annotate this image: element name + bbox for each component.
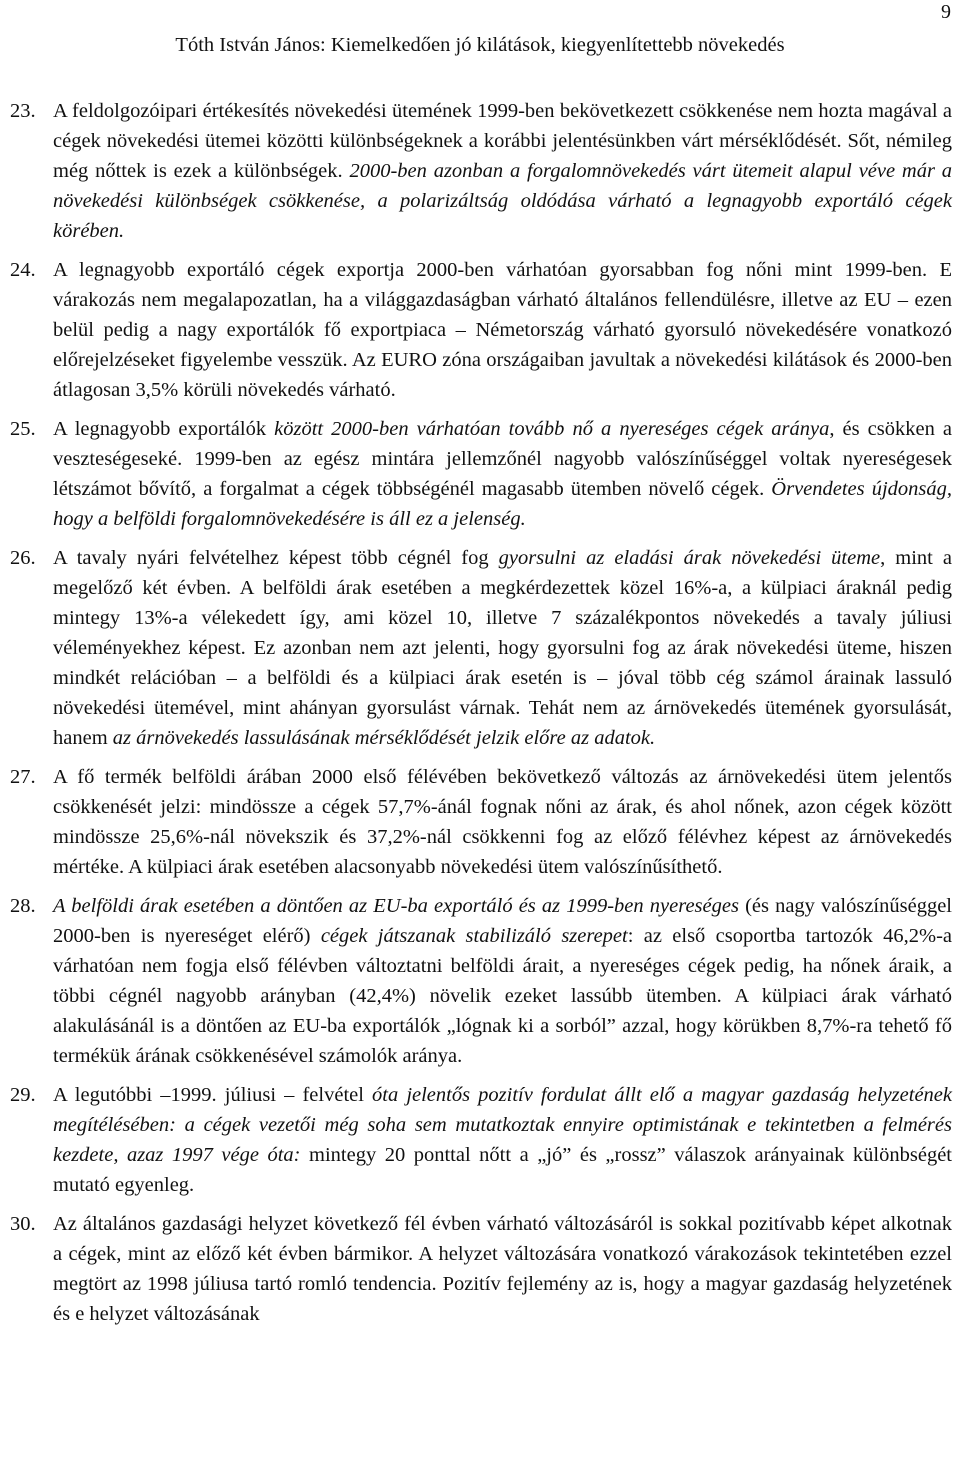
italic-text: A belföldi árak esetében a döntően az EU-ba exportáló és az 1999-ben nyereséges bbox=[53, 895, 739, 917]
italic-text: cégek játszanak stabilizáló szerepet bbox=[320, 925, 628, 947]
paragraph-number: 30. bbox=[10, 1213, 36, 1235]
text-run: : az első csoportba tartozók 46,2%-a várhatóan nem fogja első félévben változtatni belföldi árait, a nyereséges cégek pedig, ha nőnek áraik, a többi cégnél nagyobb arányban (42,4%) növelik ezeket lassúbb ütemben. A külpiaci árak várható alakulásánál is a döntően az EU-ba exportálók „lógnak ki a sorból” azzal, hogy körükben 8,7%-ra tehető fő termékük árának csökkenésével számolók aránya. bbox=[53, 925, 952, 1067]
italic-text: 2000-ben azonban a forgalomnövekedés várt ütemeit alapul véve már a növekedési különbségek csökkenése, a polarizáltság oldódása várható a legnagyobb exportáló cégek körében. bbox=[53, 160, 952, 242]
document-body bbox=[10, 96, 952, 1338]
page-number: 9 bbox=[941, 1, 951, 23]
italic-text: gyorsulni az eladási árak növekedési üteme bbox=[498, 547, 881, 569]
paragraph-number: 27. bbox=[10, 766, 36, 788]
paragraph-text bbox=[53, 1080, 952, 1200]
paragraph-text bbox=[53, 414, 952, 534]
numbered-paragraph bbox=[10, 1080, 952, 1200]
text-run: A fő termék belföldi árában 2000 első félévében bekövetkező változás az árnövekedési ütem jelentős csökkenését jelzi: mindössze a cégek 57,7%-ánál fognak nőni az árak, és ahol nőnek, azon cégek között mindössze 25,6%-nál növekszik és 37,2%-nál csökkenni fog az előző félévhez képest az árnövekedés mértéke. A külpiaci árak esetében alacsonyabb növekedési ütem valószínűsíthető. bbox=[53, 766, 952, 878]
text-run: A legutóbbi –1999. júliusi – felvétel bbox=[53, 1084, 373, 1106]
paragraph-text bbox=[53, 891, 952, 1071]
text-run: , mint a megelőző két évben. A belföldi árak esetében a megkérdezettek közel 16%-a, a külpiaci áraknál pedig mintegy 13%-a vélekedett így, ami közel 10, illetve 7 százalékpontos növekedés a tavaly júliusi véleményekhez képest. Ez azonban nem azt jelenti, hogy gyorsulni fog az árak növekedési üteme, hiszen mindkét relációban – a belföldi és a külpiaci árak esetén is – jóval több cég számol árainak lassuló növekedési ütemével, mint ahányan gyorsulást várnak. Tehát nem az árnövekedés ütemének gyorsulását, hanem bbox=[53, 547, 952, 749]
paragraph-text bbox=[53, 762, 952, 882]
paragraph-text bbox=[53, 1209, 952, 1329]
numbered-paragraph bbox=[10, 414, 952, 534]
text-run: A tavaly nyári felvételhez képest több cégnél fog bbox=[53, 547, 499, 569]
text-run: (és nagy valószínűséggel 2000-ben is nyereséget elérő) bbox=[53, 895, 952, 947]
numbered-paragraph bbox=[10, 96, 952, 246]
italic-text: az árnövekedés lassulásának mérséklődését jelzik előre az adatok. bbox=[112, 727, 656, 749]
text-run: A feldolgozóipari értékesítés növekedési ütemének 1999-ben bekövetkezett csökkenése nem hozta magával a cégek növekedési ütemei közötti különbségeknek a korábbi jelentésünkben várt mérséklődését. Sőt, némileg még nőttek is ezek a különbségek. bbox=[53, 100, 952, 182]
paragraph-text bbox=[53, 96, 952, 246]
paragraph-text bbox=[53, 543, 952, 753]
numbered-paragraph bbox=[10, 1209, 952, 1329]
italic-text: között 2000-ben várhatóan tovább nő a nyereséges cégek aránya bbox=[274, 418, 830, 440]
italic-text: Örvendetes újdonság, hogy a belföldi forgalomnövekedésére is áll ez a jelenség. bbox=[53, 478, 952, 530]
paragraph-number: 25. bbox=[10, 418, 36, 440]
numbered-paragraph bbox=[10, 543, 952, 753]
paragraph-number: 23. bbox=[10, 100, 36, 122]
numbered-paragraph bbox=[10, 762, 952, 882]
text-run: mintegy 20 ponttal nőtt a „jó” és „rossz” válaszok arányainak különbségét mutató egyenleg. bbox=[53, 1144, 952, 1196]
text-run: , és csökken a veszteségeseké. 1999-ben az egész mintára jellemzőnél nagyobb valószínűséggel voltak nyereségesek létszámot bővítő, a forgalmat a cégek többségénél magasabb ütemben növelő cégek. bbox=[53, 418, 952, 500]
paragraph-number: 29. bbox=[10, 1084, 36, 1106]
numbered-paragraph bbox=[10, 255, 952, 405]
paragraph-number: 24. bbox=[10, 259, 36, 281]
paragraph-number: 26. bbox=[10, 547, 36, 569]
italic-text: óta jelentős pozitív fordulat állt elő a magyar gazdaság helyzetének megítélésében: a cégek vezetői még soha sem mutatkoztak ennyire optimistának e tekintetben a felmérés kezdete, azaz 1997 vége óta: bbox=[53, 1084, 952, 1166]
numbered-paragraph bbox=[10, 891, 952, 1071]
paragraph-text bbox=[53, 255, 952, 405]
text-run: A legnagyobb exportáló cégek exportja 2000-ben várhatóan gyorsabban fog nőni mint 1999-ben. E várakozás nem megalapozatlan, ha a világgazdaságban várható általános fellendülésre, illetve az EU – ezen belül pedig a nagy exportálók fő exportpiaca – Németország várható gyorsuló növekedésére vonatkozó előrejelzéseket figyelembe vesszük. Az EURO zóna országaiban javultak a növekedési kilátások és 2000-ben átlagosan 3,5% körüli növekedés várható. bbox=[53, 259, 952, 401]
text-run: A legnagyobb exportálók bbox=[53, 418, 275, 440]
text-run: Az általános gazdasági helyzet következő fél évben várható változásáról is sokkal pozitívabb képet alkotnak a cégek, mint az előző két évben bármikor. A helyzet változására vonatkozó várakozások tekintetében ezzel megtört az 1998 júliusa tartó romló tendencia. Pozitív fejlemény az is, hogy a magyar gazdaság helyzetének és e helyzet változásának bbox=[53, 1213, 952, 1325]
paragraph-number: 28. bbox=[10, 895, 36, 917]
running-header: Tóth István János: Kiemelkedően jó kilátások, kiegyenlítettebb növekedés bbox=[175, 34, 785, 56]
